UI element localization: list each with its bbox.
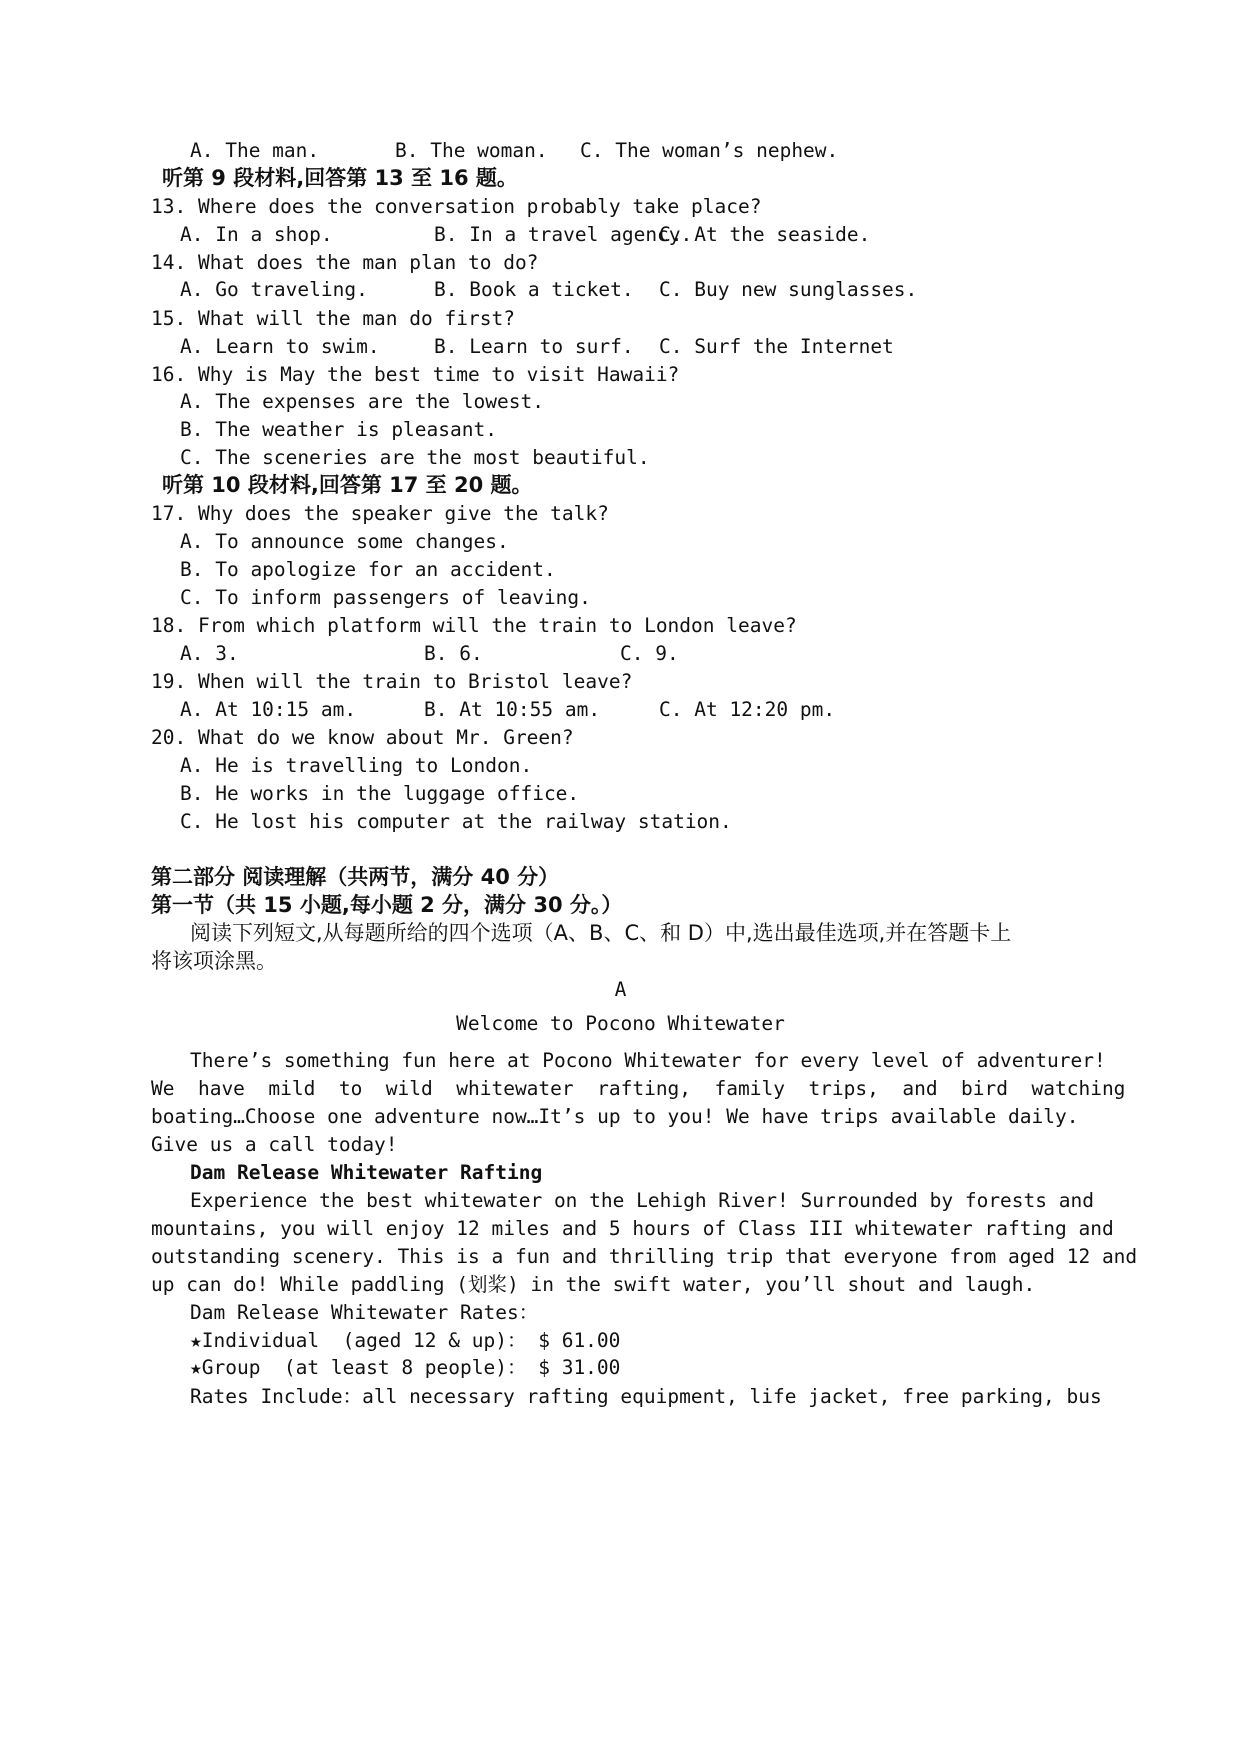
passage-body-line-4: up can do! While paddling (划桨) in the swift water, you’ll shout and laugh. — [151, 1273, 1036, 1296]
q20-option-a: A. He is travelling to London. — [180, 754, 533, 777]
q18-stem: 18. From which platform will the train to London leave? — [151, 614, 797, 637]
q20-option-b: B. He works in the luggage office. — [180, 782, 580, 805]
q17-option-b: B. To apologize for an accident. — [180, 558, 556, 581]
rates-label: Dam Release Whitewater Rates： — [190, 1301, 539, 1324]
q19-option-a: A. At 10:15 am. — [180, 698, 357, 721]
rate-individual: ★Individual (aged 12 & up)： $ 61.00 — [190, 1329, 621, 1352]
q12-option-b: B. The woman. — [395, 139, 548, 162]
q13-stem: 13. Where does the conversation probably take place? — [151, 195, 762, 218]
instructions-line-2: 将该项涂黑。 — [151, 949, 277, 973]
rates-include: Rates Include：all necessary rafting equipment, life jacket, free parking, bus — [190, 1385, 1102, 1408]
q16-option-b: B. The weather is pleasant. — [180, 418, 497, 441]
passage-body-line-1: Experience the best whitewater on the Lehigh River! Surrounded by forests and — [190, 1189, 1094, 1212]
part2-section1-heading: 第一节（共 15 小题,每小题 2 分，满分 30 分。） — [151, 893, 623, 917]
q15-option-c: C. Surf the Internet — [659, 335, 894, 358]
q16-option-c: C. The sceneries are the most beautiful. — [180, 446, 650, 469]
q14-option-b: B. Book a ticket. — [434, 278, 634, 301]
section10-heading: 听第 10 段材料,回答第 17 至 20 题。 — [162, 473, 533, 497]
q19-option-b: B. At 10:55 am. — [424, 698, 601, 721]
q14-option-a: A. Go traveling. — [180, 278, 368, 301]
passage-intro-line-2: We have mild to wild whitewater rafting, family trips, and bird watching — [151, 1077, 1126, 1100]
passage-body-line-2: mountains, you will enjoy 12 miles and 5 hours of Class III whitewater rafting and — [151, 1217, 1114, 1240]
section9-heading: 听第 9 段材料,回答第 13 至 16 题。 — [162, 166, 518, 190]
q17-option-a: A. To announce some changes. — [180, 530, 509, 553]
q13-option-c: C. At the seaside. — [659, 223, 871, 246]
rate-group: ★Group (at least 8 people)： $ 31.00 — [190, 1356, 621, 1379]
q18-option-a: A. 3. — [180, 642, 239, 665]
q18-option-c: C. 9. — [620, 642, 679, 665]
passage-body-line-3: outstanding scenery. This is a fun and thrilling trip that everyone from aged 12 and — [151, 1245, 1138, 1268]
q20-stem: 20. What do we know about Mr. Green? — [151, 726, 574, 749]
q14-option-c: C. Buy new sunglasses. — [659, 278, 918, 301]
q15-option-a: A. Learn to swim. — [180, 335, 380, 358]
q17-stem: 17. Why does the speaker give the talk? — [151, 502, 609, 525]
q15-option-b: B. Learn to surf. — [434, 335, 634, 358]
q14-stem: 14. What does the man plan to do? — [151, 251, 539, 274]
passage-intro-line-1: There’s something fun here at Pocono Whitewater for every level of adventurer! — [190, 1049, 1106, 1072]
q19-stem: 19. When will the train to Bristol leave? — [151, 670, 633, 693]
q12-option-a: A. The man. — [190, 139, 320, 162]
passage-intro-line-4: Give us a call today! — [151, 1133, 398, 1156]
q16-stem: 16. Why is May the best time to visit Hawaii? — [151, 363, 680, 386]
passage-title: Welcome to Pocono Whitewater — [456, 1012, 785, 1035]
q18-option-b: B. 6. — [424, 642, 483, 665]
q13-option-a: A. In a shop. — [180, 223, 333, 246]
instructions-line-1: 阅读下列短文,从每题所给的四个选项（A、B、C、和 D）中,选出最佳选项,并在答题卡上 — [190, 921, 1012, 945]
passage-letter: A — [614, 978, 627, 1001]
q12-option-c: C. The woman’s nephew. — [580, 139, 839, 162]
q17-option-c: C. To inform passengers of leaving. — [180, 586, 591, 609]
q15-stem: 15. What will the man do first? — [151, 307, 515, 330]
q20-option-c: C. He lost his computer at the railway station. — [180, 810, 732, 833]
part2-heading: 第二部分 阅读理解（共两节，满分 40 分） — [151, 865, 560, 889]
q19-option-c: C. At 12:20 pm. — [659, 698, 836, 721]
passage-subheading: Dam Release Whitewater Rafting — [190, 1161, 543, 1184]
q16-option-a: A. The expenses are the lowest. — [180, 390, 544, 413]
q13-option-b: B. In a travel agency. — [434, 223, 693, 246]
passage-intro-line-3: boating…Choose one adventure now…It’s up to you! We have trips available daily. — [151, 1105, 1079, 1128]
